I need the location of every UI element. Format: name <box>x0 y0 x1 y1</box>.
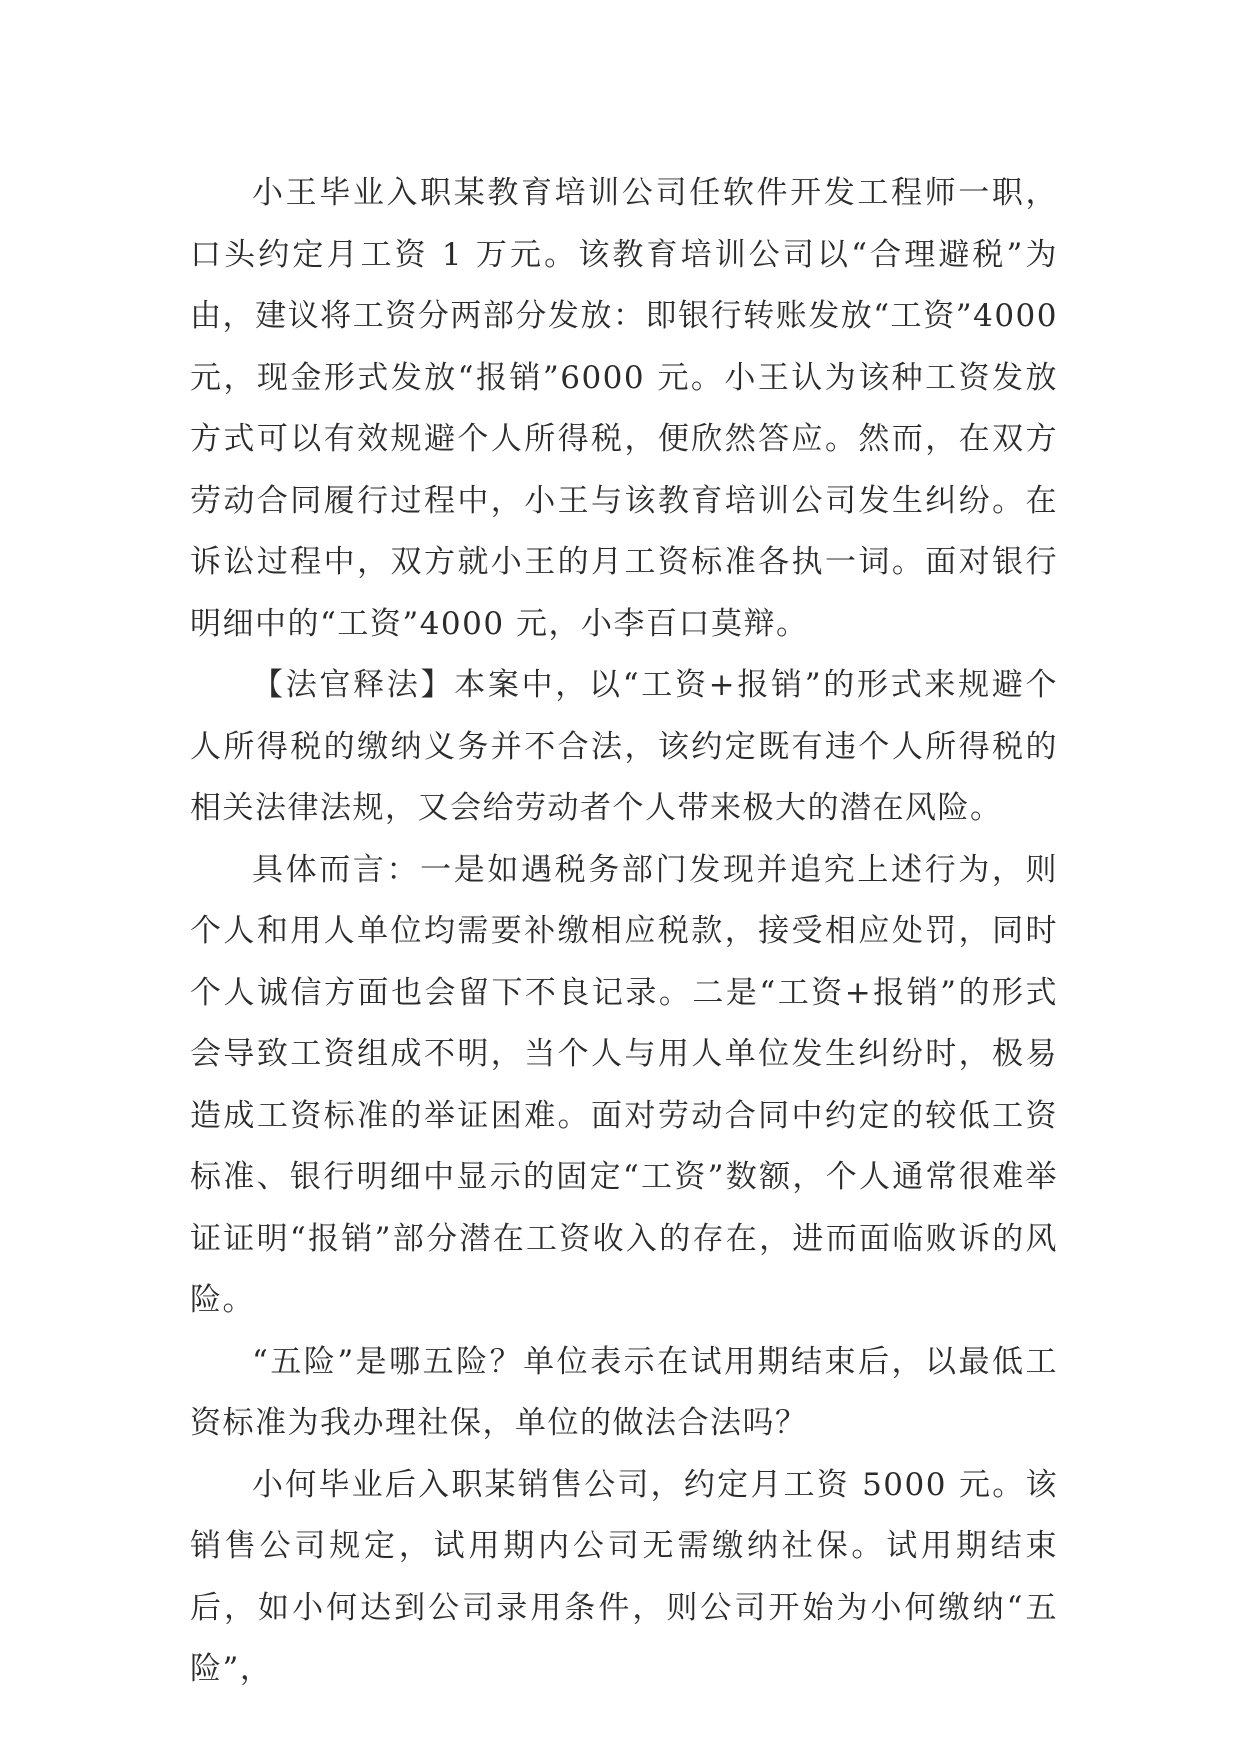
document-body <box>190 163 1058 1701</box>
paragraph-question-five-insurances: “五险”是哪五险？单位表示在试用期结束后，以最低工资标准为我办理社保，单位的做法合法吗？ <box>190 1343 1058 1441</box>
paragraph-case-wang: 小王毕业入职某教育培训公司任软件开发工程师一职，口头约定月工资 1 万元。该教育培训公司以“合理避税”为由，建议将工资分两部分发放：即银行转账发放“工资”4000 元，现金形式发放“报销”6000 元。小王认为该种工资发放方式可以有效规避个人所得税，便欣然答应。然而，在双方劳动合同履行过程中，小王与该教育培训公司发生纠纷。在诉讼过程中，双方就小王的月工资标准各执一词。面对银行明细中的“工资”4000 元，小李百口莫辩。 <box>190 175 1058 642</box>
paragraph-case-he: 小何毕业后入职某销售公司，约定月工资 5000 元。该销售公司规定，试用期内公司无需缴纳社保。试用期结束后，如小何达到公司录用条件，则公司开始为小何缴纳“五险”， <box>190 1466 1058 1687</box>
paragraph-specific-risks: 具体而言：一是如遇税务部门发现并追究上述行为，则个人和用人单位均需要补缴相应税款，接受相应处罚，同时个人诚信方面也会留下不良记录。二是“工资+报销”的形式会导致工资组成不明，当个人与用人单位发生纠纷时，极易造成工资标准的举证困难。面对劳动合同中约定的较低工资标准、银行明细中显示的固定“工资”数额，个人通常很难举证证明“报销”部分潜在工资收入的存在，进而面临败诉的风险。 <box>190 851 1058 1318</box>
paragraph-judge-explanation: 【法官释法】本案中，以“工资+报销”的形式来规避个人所得税的缴纳义务并不合法，该约定既有违个人所得税的相关法律法规，又会给劳动者个人带来极大的潜在风险。 <box>190 667 1058 826</box>
